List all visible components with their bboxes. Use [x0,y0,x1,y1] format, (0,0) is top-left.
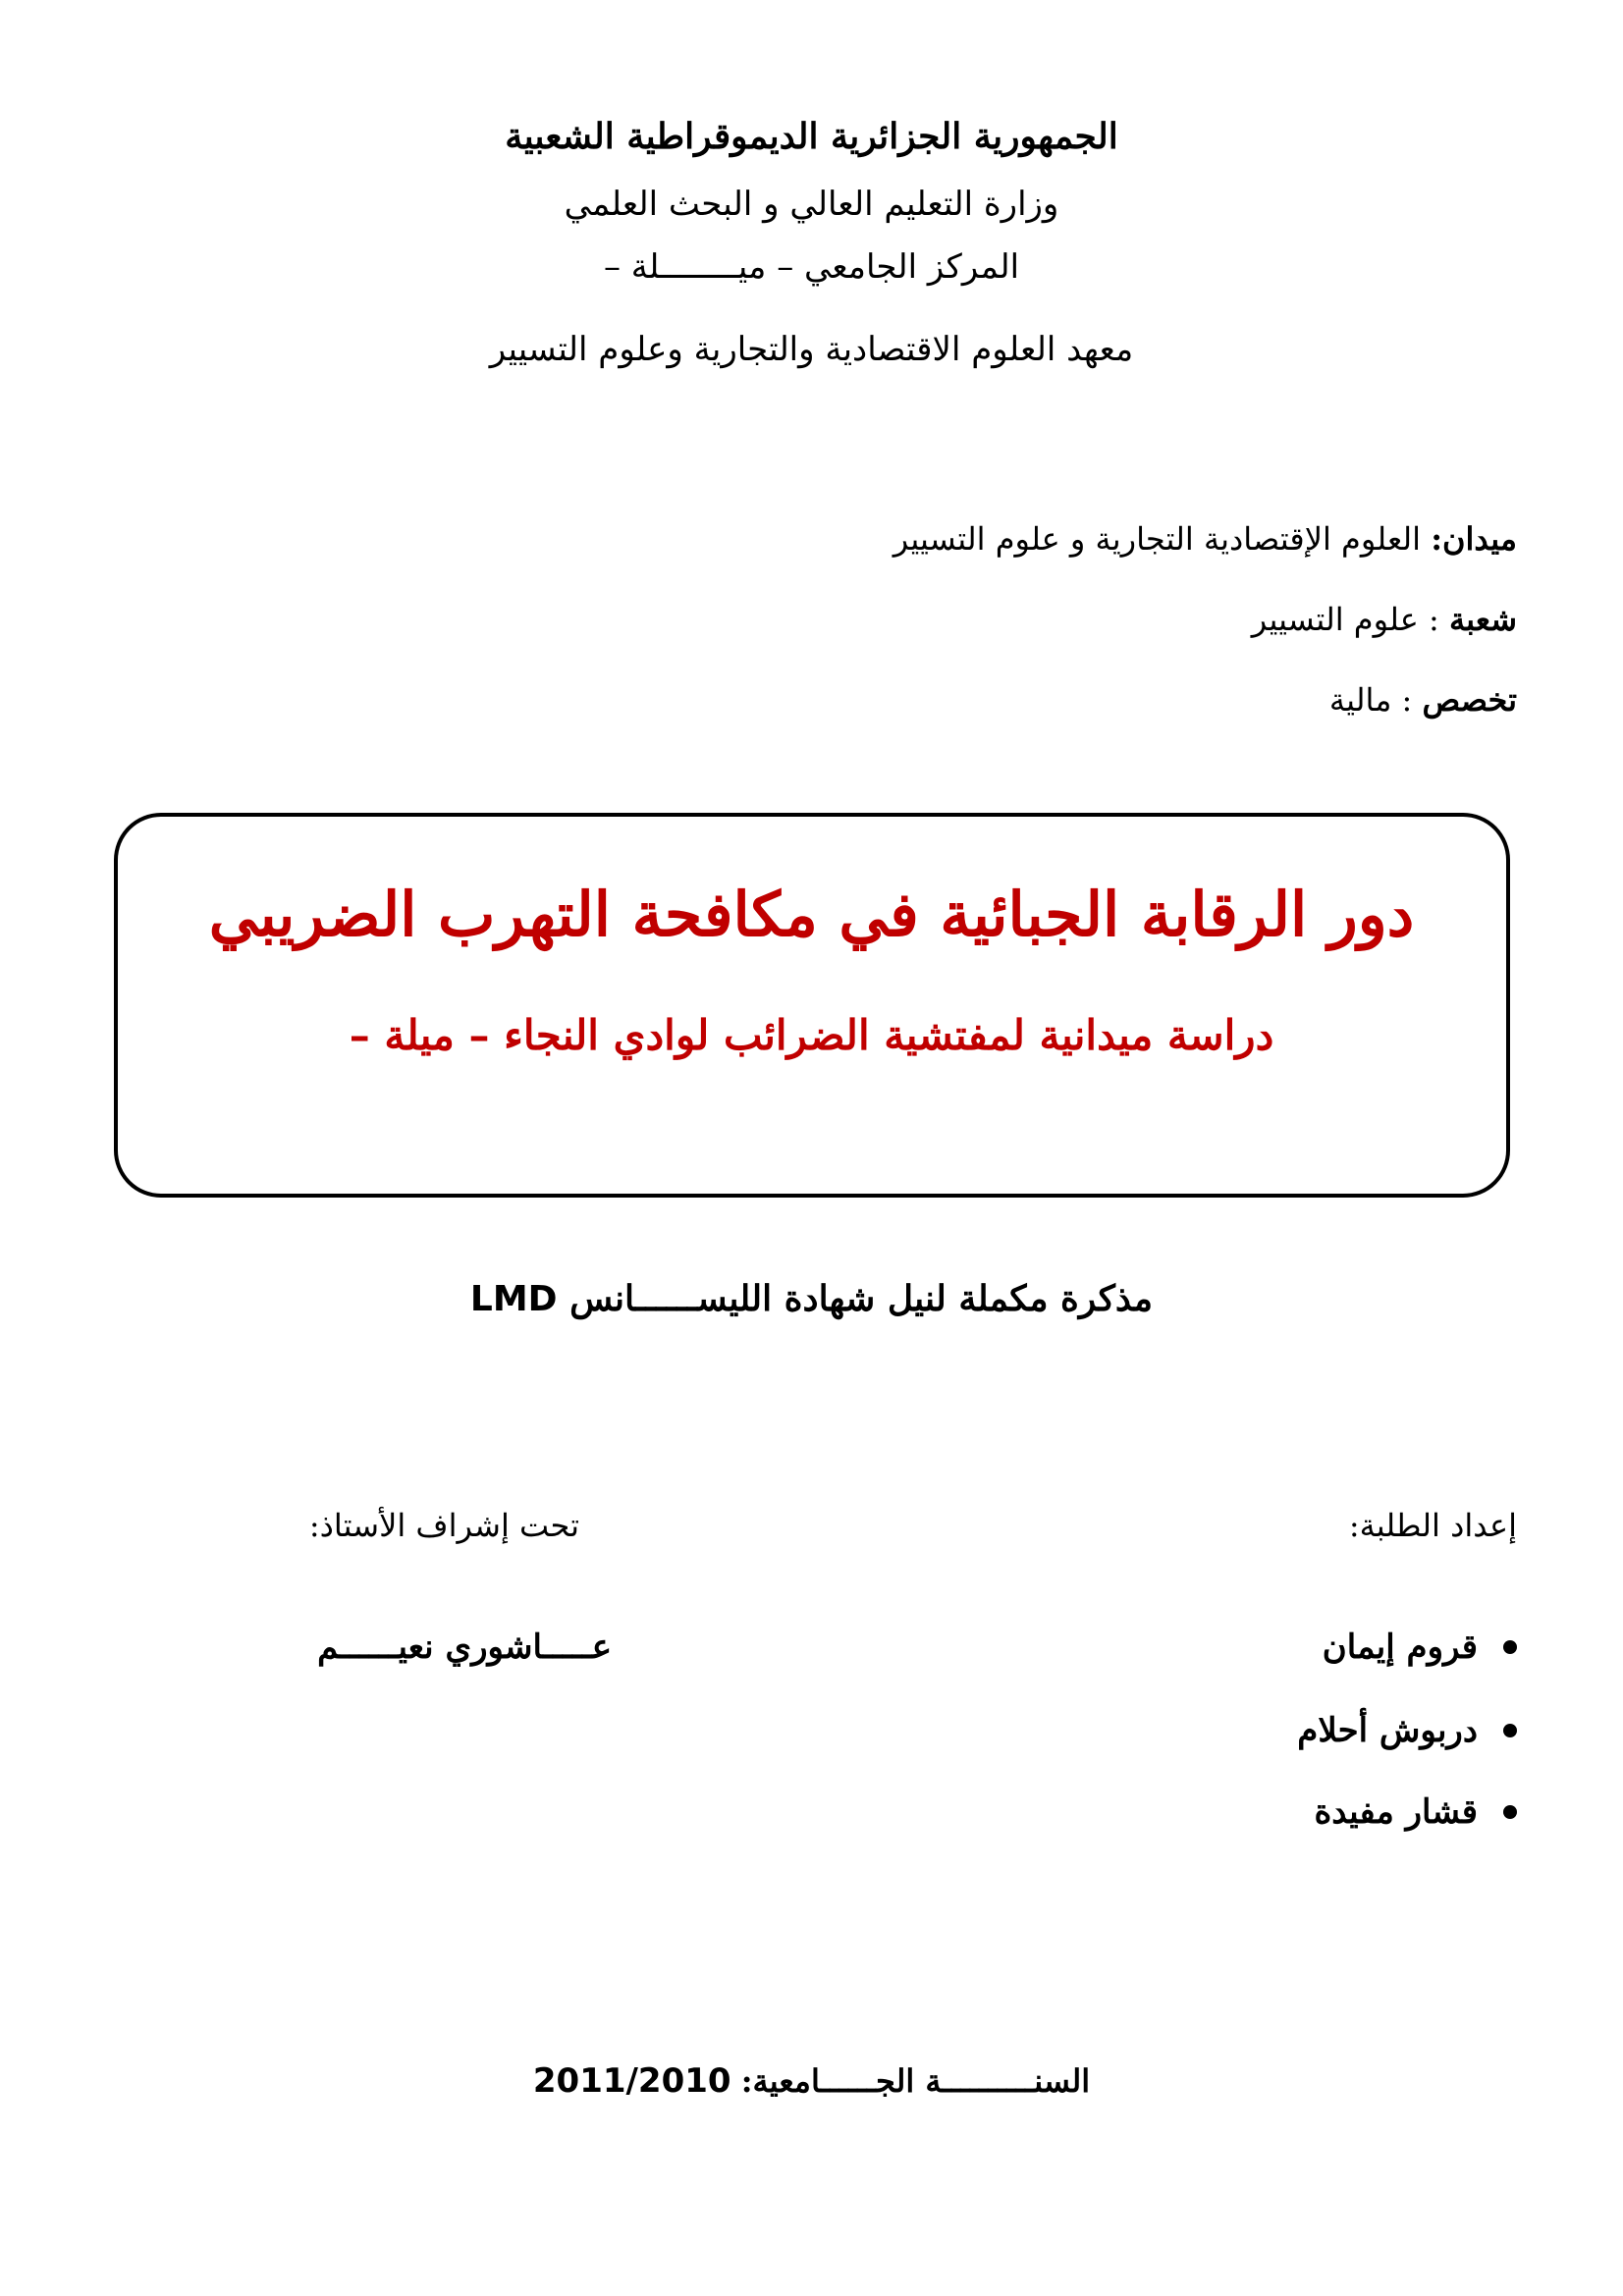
supervisor-name: عـــــاشوري نعيــــــم [317,1628,612,1667]
branch-value: : علوم التسيير [1251,601,1449,638]
ministry-heading: وزارة التعليم العالي و البحث العلمي [564,185,1059,224]
bullet-icon [1503,1640,1517,1654]
specialty-value: : مالية [1328,681,1423,719]
thesis-subtitle: دراسة ميدانية لمفتشية الضرائب لوادي النجاء – ميلة – [349,1011,1274,1059]
student-name: قشار مفيدة [1314,1792,1478,1832]
student-name: قروم إيمان [1322,1628,1478,1667]
specialty-field [1329,681,1517,719]
title-frame [114,813,1510,1198]
student-list-item [1314,1792,1517,1832]
domain-field [893,520,1517,558]
bullet-icon [1503,1724,1517,1737]
branch-field [1252,601,1517,638]
student-list-item [1297,1711,1517,1750]
academic-year-value: 2011/2010 [532,2061,731,2101]
academic-year [0,2061,1623,2101]
thesis-title: دور الرقابة الجبائية في مكافحة التهرب الضريبي [208,879,1415,950]
students-heading: إعداد الطلبة: [1348,1507,1517,1544]
degree-text: مذكرة مكملة لنيل شهادة الليســــــانس [569,1278,1154,1319]
degree-abbreviation: LMD [469,1279,558,1319]
university-center-heading: المركز الجامعي – ميــــــــلة – [603,247,1020,287]
student-list-item [1323,1628,1517,1667]
specialty-label: تخصص [1422,681,1517,719]
supervisor-heading: تحت إشراف الأستاذ: [308,1507,579,1544]
institute-heading: معهد العلوم الاقتصادية والتجارية وعلوم التسيير [489,330,1134,369]
republic-heading: الجمهورية الجزائرية الديموقراطية الشعبية [505,116,1118,157]
branch-label: شعبة [1448,601,1517,638]
bullet-icon [1503,1805,1517,1819]
domain-label: ميدان: [1431,520,1517,558]
degree-statement [0,1278,1623,1319]
domain-value: العلوم الإقتصادية التجارية و علوم التسيير [893,520,1432,558]
student-name: دربوش أحلام [1297,1711,1478,1750]
academic-year-label: السنــــــــــة الجــــــامعية: [740,2062,1091,2100]
